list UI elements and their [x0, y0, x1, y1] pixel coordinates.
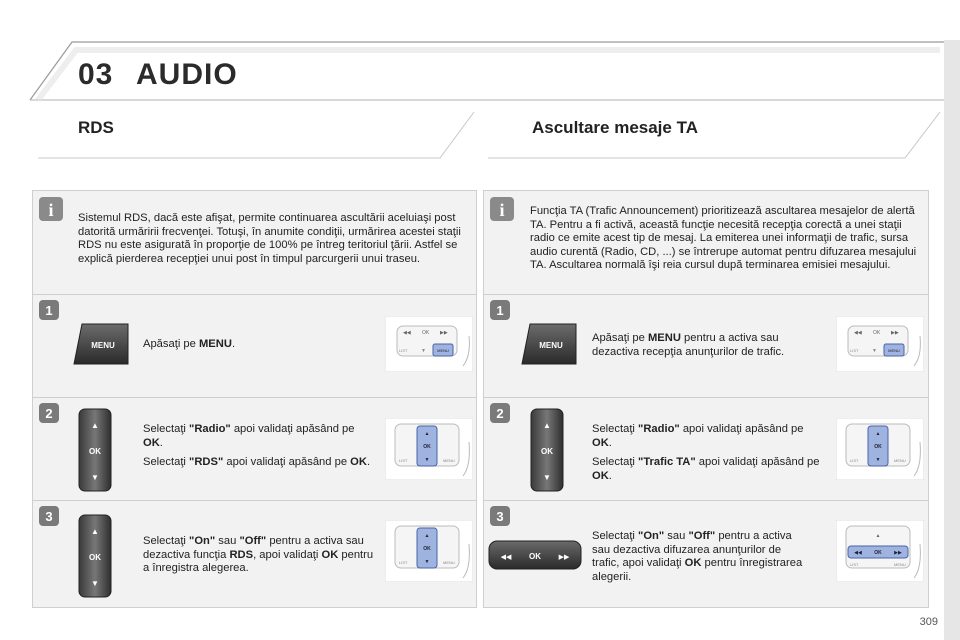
- svg-text:OK: OK: [423, 444, 431, 450]
- svg-text:OK: OK: [541, 447, 553, 456]
- steering-controls-ok-illustration: [836, 418, 924, 480]
- svg-text:OK: OK: [89, 553, 101, 562]
- section-title-ta: Ascultare mesaje TA: [532, 118, 698, 137]
- steering-controls-ok-illustration: [385, 520, 473, 582]
- rds-step3-text: Selectaţi "On" sau "Off" pentru a activa sau dezactiva funcţia RDS, apoi validaţi OK pentru a înregistra alegerea.: [143, 535, 374, 574]
- svg-text:▲: ▲: [91, 421, 99, 430]
- svg-text:LIST: LIST: [399, 560, 408, 565]
- page-number: 309: [919, 616, 938, 628]
- svg-text:◀◀: ◀◀: [500, 554, 512, 561]
- svg-text:▲: ▲: [91, 527, 99, 536]
- svg-text:LIST: LIST: [850, 348, 859, 353]
- svg-text:MENU: MENU: [443, 458, 455, 463]
- rds-info-text: Sistemul RDS, dacă este afişat, permite continuarea ascultării aceluiaşi post datorită urmăririi frecvenţei. Totuşi, în anumite condiţii, urmărirea acestei staţii RDS nu este asigurată în proporţie de 100% pe întreg teritoriul ţării. Astfel se explică pierderea recepţiei unui post în timpul parcurgerii unui traseu.: [78, 212, 461, 265]
- step-2-badge: [489, 402, 511, 424]
- step-1-badge: [38, 299, 60, 321]
- ok-up-down-button-icon: [78, 514, 112, 598]
- svg-text:LIST: LIST: [399, 348, 408, 353]
- chapter-title: AUDIO: [136, 58, 238, 91]
- svg-text:◀◀: ◀◀: [854, 330, 862, 336]
- svg-text:▼: ▼: [543, 473, 551, 482]
- svg-text:OK: OK: [89, 447, 101, 456]
- steering-controls-prev-next-illustration: [836, 520, 924, 582]
- divider: [32, 294, 477, 295]
- svg-text:i: i: [48, 200, 54, 220]
- divider: [32, 500, 477, 501]
- divider: [483, 500, 929, 501]
- info-icon: [38, 196, 64, 222]
- chapter-number: 03: [78, 58, 114, 91]
- rds-step1-text: Apăsaţi pe MENU.: [143, 338, 236, 350]
- divider: [483, 397, 929, 398]
- svg-text:i: i: [499, 200, 505, 220]
- svg-text:LIST: LIST: [850, 458, 859, 463]
- ok-up-down-button-icon: [530, 408, 564, 492]
- svg-text:LIST: LIST: [399, 458, 408, 463]
- svg-text:3: 3: [496, 509, 504, 524]
- prev-ok-next-button-icon: [488, 540, 582, 570]
- divider: [483, 294, 929, 295]
- svg-text:▼: ▼: [872, 348, 877, 354]
- svg-text:OK: OK: [873, 330, 881, 336]
- svg-text:▲: ▲: [543, 421, 551, 430]
- steering-controls-ok-illustration: [385, 418, 473, 480]
- svg-text:MENU: MENU: [443, 560, 455, 565]
- svg-text:3: 3: [45, 509, 53, 524]
- svg-text:MENU: MENU: [894, 562, 906, 567]
- ta-info-text: Funcţia TA (Trafic Announcement) prioritizează ascultarea mesajelor de alertă TA. Pentru a fi activă, această funcţie necesită recepţia corectă a unei staţii radio ce emite acest tip de mesaj. La emiterea unei informaţii de trafic, sursa audio curentă (Radio, CD, ...) se întrerupe automat pentru difuzarea mesajului TA. Ascultarea normală îşi reia cursul după terminarea emisiei mesajului.: [530, 205, 917, 271]
- svg-text:◀◀: ◀◀: [403, 330, 411, 336]
- steering-controls-menu-illustration: [385, 316, 473, 372]
- svg-text:▲: ▲: [875, 533, 881, 539]
- svg-text:▼: ▼: [424, 457, 430, 463]
- svg-text:◀◀: ◀◀: [854, 550, 862, 556]
- rds-step2-text: Selectaţi "Radio" apoi validaţi apăsând pe OK. Selectaţi "RDS" apoi validaţi apăsând pe OK.: [143, 423, 371, 468]
- svg-text:▶▶: ▶▶: [440, 330, 448, 336]
- svg-text:▼: ▼: [424, 559, 430, 565]
- svg-text:OK: OK: [874, 444, 882, 450]
- svg-text:▼: ▼: [91, 579, 99, 588]
- svg-text:OK: OK: [529, 552, 541, 561]
- svg-text:MENU: MENU: [91, 341, 115, 350]
- svg-text:OK: OK: [423, 546, 431, 552]
- svg-text:2: 2: [496, 406, 504, 421]
- menu-button-icon: [70, 320, 130, 368]
- step-1-badge: [489, 299, 511, 321]
- svg-text:▶▶: ▶▶: [558, 554, 570, 561]
- divider: [32, 397, 477, 398]
- menu-button-icon: [518, 320, 578, 368]
- ta-step1-text: Apăsaţi pe MENU pentru a activa sau dezactiva recepţia anunţurilor de trafic.: [592, 332, 785, 358]
- svg-text:OK: OK: [874, 550, 882, 556]
- svg-text:▶▶: ▶▶: [894, 550, 902, 556]
- svg-text:MENU: MENU: [437, 348, 449, 353]
- step-2-badge: [38, 402, 60, 424]
- svg-text:1: 1: [45, 303, 53, 318]
- info-icon: [489, 196, 515, 222]
- svg-text:MENU: MENU: [539, 341, 563, 350]
- svg-text:OK: OK: [422, 330, 430, 336]
- steering-controls-menu-illustration: [836, 316, 924, 372]
- ta-step3-text: Selectaţi "On" sau "Off" pentru a activa sau dezactiva difuzarea anunţurilor de trafic, apoi validaţi OK pentru înregistrarea alegerii.: [592, 530, 803, 583]
- ok-up-down-button-icon: [78, 408, 112, 492]
- section-title-rds: RDS: [78, 118, 114, 137]
- svg-text:▼: ▼: [421, 348, 426, 354]
- svg-text:▶▶: ▶▶: [891, 330, 899, 336]
- svg-text:LIST: LIST: [850, 562, 859, 567]
- ta-step2-text: Selectaţi "Radio" apoi validaţi apăsând pe OK. Selectaţi "Trafic TA" apoi validaţi apăsând pe OK.: [592, 423, 820, 482]
- svg-text:1: 1: [496, 303, 504, 318]
- svg-text:MENU: MENU: [894, 458, 906, 463]
- svg-text:▲: ▲: [424, 533, 430, 539]
- svg-text:▲: ▲: [424, 431, 430, 437]
- svg-text:▼: ▼: [875, 457, 881, 463]
- step-3-badge: [38, 505, 60, 527]
- svg-text:MENU: MENU: [888, 348, 900, 353]
- svg-text:2: 2: [45, 406, 53, 421]
- step-3-badge: [489, 505, 511, 527]
- svg-text:▲: ▲: [875, 431, 881, 437]
- svg-text:▼: ▼: [91, 473, 99, 482]
